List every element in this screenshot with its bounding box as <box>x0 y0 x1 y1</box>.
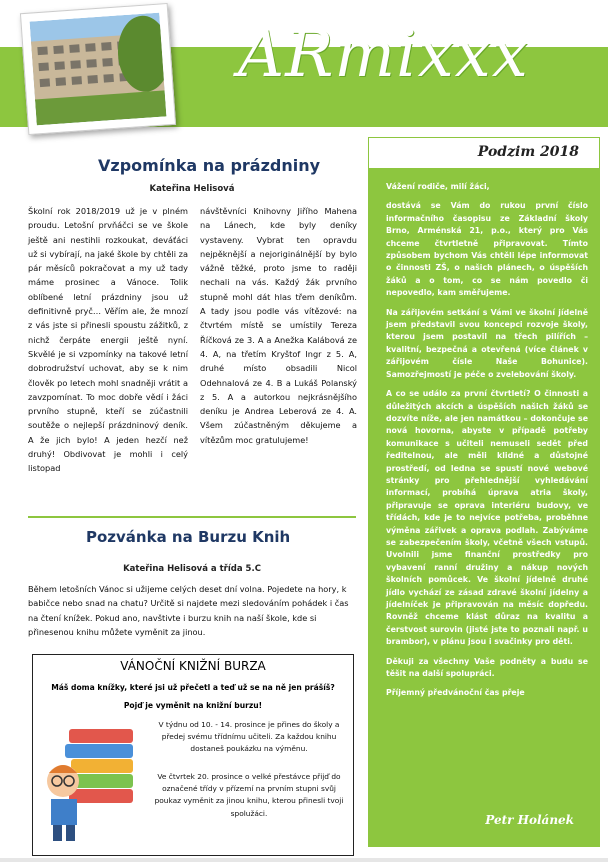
article2-title: Pozvánka na Burzu Knih <box>86 528 291 546</box>
sidebar-signature: Petr Holánek <box>485 813 574 827</box>
article1-column2 <box>200 204 357 447</box>
sidebar-paragraph: A co se událo za první čtvrtletí? O činnosti a důležitých akcích a úspěších našich žáků se dozvíte níže, ale jen namátkou – dokončuje se nová hovorna, abyste v případě potřeby komunikace s učiteli nemuseli sedět před ředitelnou, ale měli klidné a důstojné prostředí, od ledna se spustí nové webové stránky pro přehlednější vyhledávání informací, probíhá úprava atria školy, připravuje se oprava interiéru budovy, ve třídách, kde je to nejvíce potřeba, proběhne výměna zářivek a oprava podlah. Zabýváme se zabezpečením školy, včetně všech vstupů. Uvolnili jsme finanční prostředky pro vybavení ranní družiny a nákup nových školních pomůcek. Ve školní jídelně druhé jídlo vychází ze zásad zdravé školní jídelny a jídelníček je připravován na měsíc dopředu. Rovněž chceme klást důraz na kvalitu a čerstvost surovin (jisté jste to poznali např. u brambor), v plánu jsou i svačinky pro děti. <box>386 389 588 647</box>
book-swap-call: Pojď je vyměnit na knižní burzu! <box>123 701 263 710</box>
article1-title: Vzpomínka na prázdniny <box>98 156 321 175</box>
article2-intro: Během letošních Vánoc si užijeme celých deset dní volna. Pojedete na hory, k babičce nebo snad na chatu? Určitě si najdete mezi sledováním pohádek i čas na čtení knížek. Pokud ano, navštivte i burzu knih na naší škole, kde si přinesenou knihu můžete vyměnit za jinou. <box>28 584 349 637</box>
article1-text-col1: Školní rok 2018/2019 už je v plném proudu. Letošní prvňáčci se ve škole ještě ani nestihli rozkoukat, deváťáci už si vybírají, na jaké škole by chtěli za pár měsíců pokračovat a my už tady máme prosinec a Vánoce. Tolik oblíbené letní prázdniny jsou už definitivně pryč… Věřím ale, že mnozí z vás jste si přinesli spoustu zážitků, z nichž čerpáte energii ještě nyní. Skvělé je si vzpomínky na takové letní dobrodružství uchovat, aby se k nim člověk po letech mohl snadněji vrátit a zavzpomínat. To moc dobře vědí i žáci prvního stupně, kteří se zúčastnili soutěže o nejlepší prázdninový deník. A že jich bylo! A jeden hezčí než druhý! Obdivovat je mohli i celý listopad <box>28 206 188 474</box>
school-photo <box>30 13 167 126</box>
editorial-sidebar <box>368 137 600 847</box>
sidebar-header <box>368 137 600 169</box>
book-swap-dates: V týdnu od 10. - 14. prosince je přines do školy a předej svému třídnímu učiteli. Za každou knihu dostaneš poukázku na výměnu. <box>158 720 340 754</box>
book-swap-exchange: Ve čtvrtek 20. prosince o velké přestávce přijď do označené třídy v přízemí na prvním stupni svůj poukaz vyměnit za jinou knihu, kterou přinesli tvoji spolužáci. <box>154 772 344 818</box>
sidebar-body <box>386 181 588 707</box>
sidebar-paragraph: Na zářijovém setkání s Vámi ve školní jídelně jsem představil svou koncepci rozvoje školy, kterou jsem postavil na třech pilířích – kvalitní, bezpečná a otevřená (více článek v zářijovém čísle Naše Bohunice). Samozřejmostí je péče o zvelebování školy. <box>386 307 588 379</box>
article1-author: Kateřina Helisová <box>149 184 235 194</box>
footer-rule <box>0 858 608 862</box>
school-photo-frame <box>20 3 176 135</box>
sidebar-paragraph: dostává se Vám do rukou první číslo informačního časopisu ze Základní školy Brno, Arménská 21, p.o., který pro Vás chceme čtvrtletně připravovat. Tímto způsobem bychom Vás chtěli lépe informovat o činnosti ZŠ, o našich plánech, o úspěších žáků a o tom, co se nám povedlo či nepovedlo, kam směřujeme. <box>386 201 588 298</box>
sidebar-paragraph: Děkuji za všechny Vaše podněty a budu se těšit na další spolupráci. <box>386 656 588 679</box>
sidebar-closing: Příjemný předvánoční čas přeje <box>386 688 525 698</box>
book-swap-question: Máš doma knížky, které jsi už přečetl a teď už se na ně jen prášíš? <box>51 683 335 692</box>
masthead-title: ARmixxx <box>238 18 529 92</box>
book-swap-box <box>32 654 354 856</box>
article1-column1 <box>28 204 188 476</box>
sidebar-greeting: Vážení rodiče, milí žáci, <box>386 182 490 191</box>
article2-author: Kateřina Helisová a třída 5.C <box>123 564 261 574</box>
books-child-illustration <box>41 719 145 847</box>
book-swap-title: VÁNOČNÍ KNIŽNÍ BURZA <box>120 659 266 673</box>
section-divider <box>28 516 356 518</box>
article1-text-col2: návštěvníci Knihovny Jiřího Mahena na Lánech, kde byly deníky vystaveny. Vybrat ten opravdu nejpěknější a nejoriginálnější by bylo vážně těžké, proto jsme to raději nechali na vás. Každý žák prvního stupně mohl dát hlas třem deníkům. A tady jsou podle vás vítězové: na čtvrtém místě se umístily Tereza Říčková ze 3. A a Anežka Kalábová ze 4. A, na třetím Kryštof Ingr z 5. A, druhé místo obsadili Nicol Odehnalová ze 4. B a Lukáš Polanský z 5. A a autorkou nejkrásnějšího deníku je Andrea Leberová ze 4. A. Všem zúčastněným děkujeme a vítězům moc gratulujeme! <box>200 206 357 445</box>
sidebar-season-title: Podzim 2018 <box>477 144 579 160</box>
